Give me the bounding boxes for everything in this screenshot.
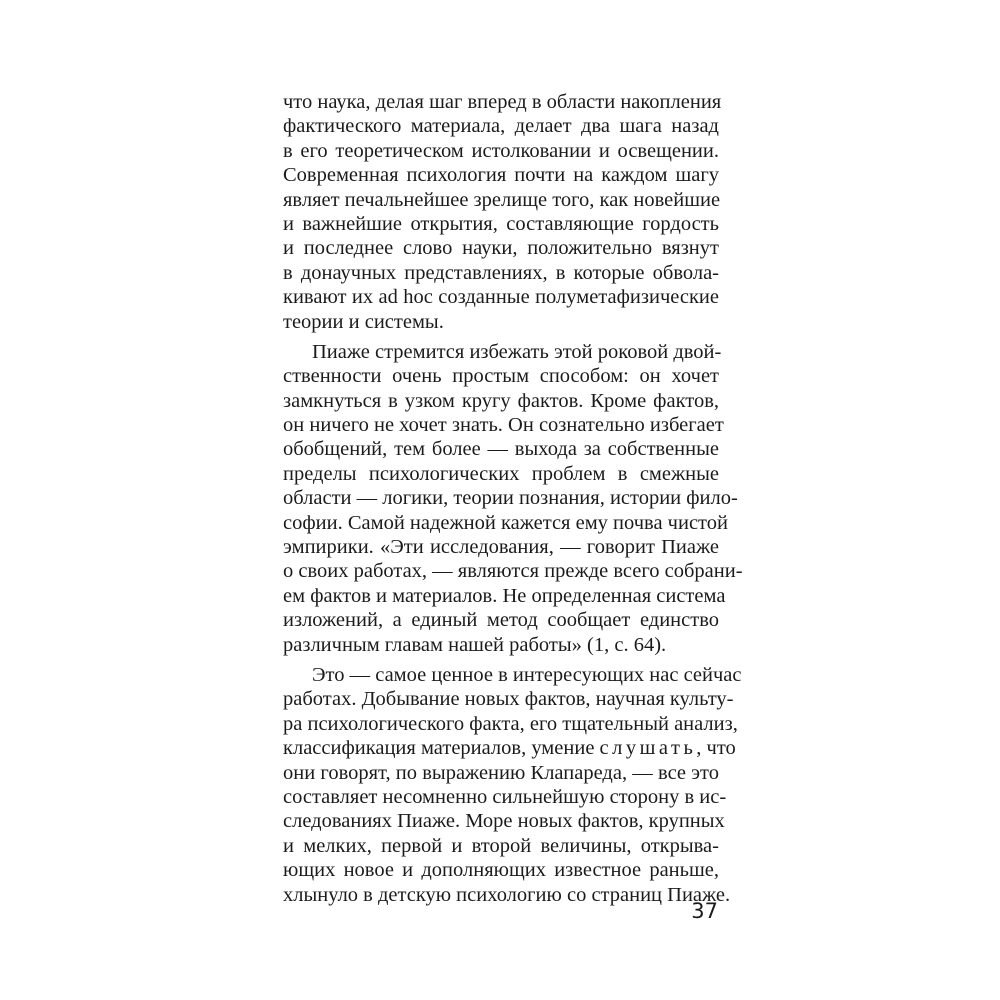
text-line: ющих новое и дополняющих известное раньше,: [283, 859, 719, 882]
text-line: различным главам нашей работы» (1, с. 64).: [283, 633, 667, 656]
text-line: пределы психологических проблем в смежные: [283, 462, 719, 485]
text-line: фактического материала, делает два шага назад: [283, 115, 719, 138]
text-line: ственности очень простым способом: он хочет: [283, 365, 719, 388]
body-text: [283, 90, 743, 913]
text-fragment: , что: [696, 737, 736, 760]
text-line: обобщений, тем более — выхода за собственные: [283, 438, 719, 461]
text-line: Пиаже стремится избежать этой роковой двой-: [312, 340, 722, 363]
text-line: и мелких, первой и второй величины, открыва-: [283, 834, 719, 857]
text-line: он ничего не хочет знать. Он сознательно избегает: [283, 414, 724, 437]
text-line: что наука, делая шаг вперед в области накопления: [283, 91, 722, 113]
emphasized-word: слушать: [599, 737, 697, 760]
text-fragment: классификация материалов, умение: [283, 737, 595, 760]
text-line: хлынуло в детскую психологию со страниц Пиаже.: [283, 883, 731, 906]
text-line: они говорят, по выражению Клапареда, — все это: [283, 761, 719, 784]
text-line: изложений, а единый метод сообщает единство: [283, 609, 719, 632]
text-line: ра психологического факта, его тщательный анализ,: [283, 712, 738, 735]
text-line: Это — самое ценное в интересующих нас сейчас: [312, 663, 742, 686]
text-line: следованиях Пиаже. Море новых фактов, крупных: [283, 810, 725, 833]
text-line: и важнейшие открытия, составляющие гордость: [283, 212, 719, 235]
text-line: работах. Добывание новых фактов, научная культу-: [283, 688, 734, 711]
text-line: в его теоретическом истолковании и освещении.: [283, 139, 719, 162]
page-number: 37: [691, 899, 718, 923]
text-line: составляет несомненно сильнейшую сторону в ис-: [283, 785, 727, 808]
paragraph-1: [283, 90, 722, 334]
text-line: и последнее слово науки, положительно вязнут: [283, 237, 719, 260]
text-line: Современная психология почти на каждом шагу: [283, 164, 719, 187]
text-line: области — логики, теории познания, истории фило-: [283, 487, 738, 510]
text-line: о своих работах, — являются прежде всего собрани-: [283, 560, 743, 583]
paragraph-3: [283, 663, 742, 907]
text-line: являет печальнейшее зрелище того, как новейшие: [283, 188, 721, 211]
text-line: замкнуться в узком кругу фактов. Кроме фактов,: [283, 389, 719, 412]
text-line: кивают их ad hoc созданные полуметафизические: [283, 286, 719, 309]
text-line: в донаучных представлениях, в которые обвола-: [283, 261, 719, 284]
text-line-with-emphasis: [283, 736, 736, 760]
text-line: эмпирики. «Эти исследования, — говорит Пиаже: [283, 536, 719, 559]
text-line: теории и системы.: [283, 310, 444, 333]
paragraph-2: [283, 340, 743, 657]
text-line: софии. Самой надежной кажется ему почва чистой: [283, 511, 728, 534]
text-line: ем фактов и материалов. Не определенная система: [283, 584, 726, 607]
